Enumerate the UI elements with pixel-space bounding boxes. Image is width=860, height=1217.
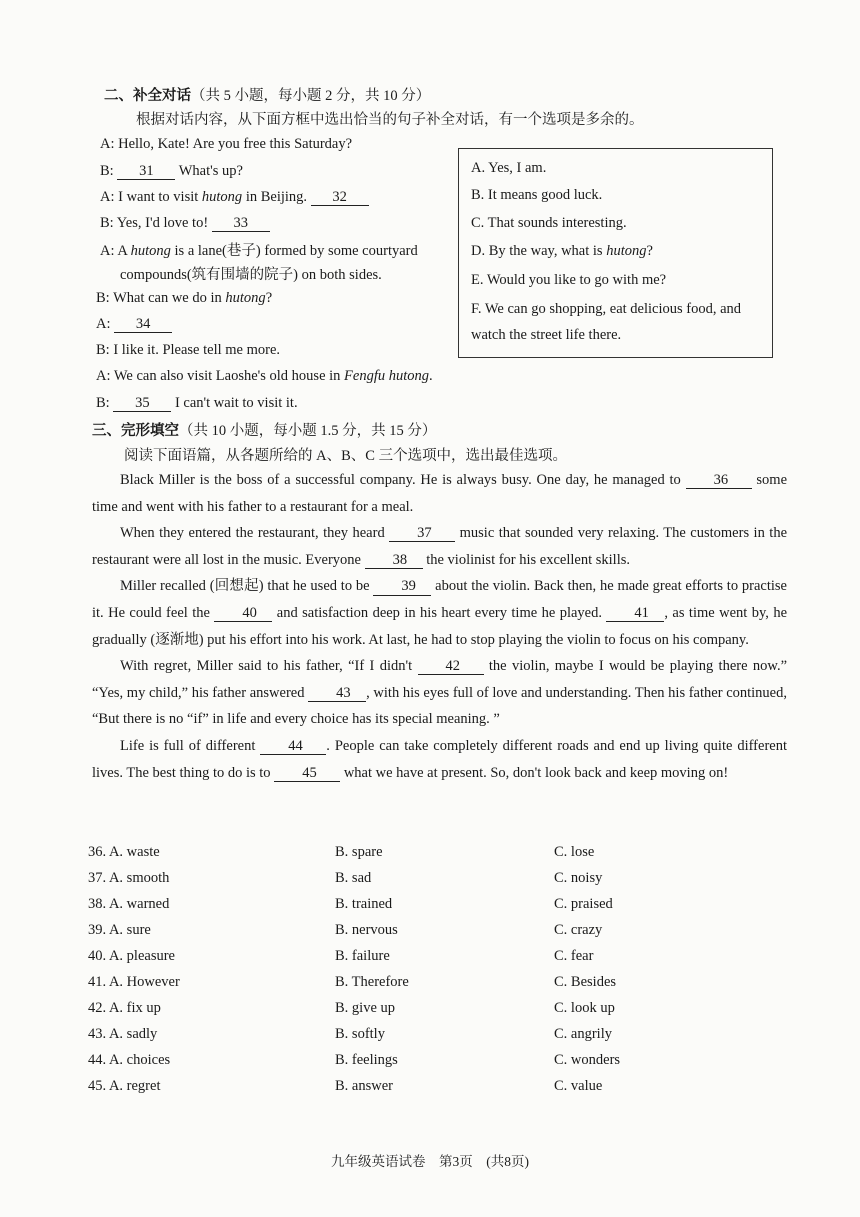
- option-b: B. It means good luck.: [471, 187, 603, 203]
- blank-45: 45: [274, 766, 340, 782]
- option-f-line2: watch the street life there.: [471, 327, 622, 343]
- blank-34: 34: [114, 317, 172, 333]
- dialogue-line-3: A: I want to visit hutong in Beijing. 32: [100, 189, 369, 206]
- dialogue-line-1: A: Hello, Kate! Are you free this Saturday?: [100, 136, 353, 152]
- passage-p4: With regret, Miller said to his father, “If I didn't 42 the violin, maybe I would be playing there now.” “Yes, my child,” his father answered 43 , with his eyes full of love and understanding. Then his father continued, “But there is no “if” in life and every choice has its special meaning. ”: [92, 658, 787, 728]
- dialogue-line-9: A: We can also visit Laoshe's old house in Fengfu hutong.: [96, 368, 433, 384]
- option-a: A. Yes, I am.: [471, 160, 547, 176]
- passage-p5: Life is full of different 44 . People can take completely different roads and end up living quite different lives. The best thing to do is to 45 what we have at present. So, don't look back and keep moving on!: [92, 737, 787, 781]
- section3-heading: [92, 419, 436, 440]
- section2-heading: [104, 84, 430, 105]
- dialogue-line-5a: A: A hutong is a lane(巷子) formed by some courtyard: [100, 243, 418, 259]
- dialogue-line-10: B: 35 I can't wait to visit it.: [96, 395, 298, 411]
- option-e: E. Would you like to go with me?: [471, 272, 667, 288]
- dialogue-line-6: B: What can we do in hutong?: [96, 290, 273, 306]
- section3-instruction: 阅读下面语篇，从各题所给的 A、B、C 三个选项中，选出最佳选项。: [124, 448, 568, 464]
- blank-37: 37: [389, 526, 455, 542]
- option-c: C. That sounds interesting.: [471, 215, 627, 231]
- section2-instruction: 根据对话内容，从下面方框中选出恰当的句子补全对话，有一个选项是多余的。: [136, 112, 644, 128]
- passage: [92, 467, 787, 786]
- blank-39: 39: [373, 579, 431, 595]
- blank-32: 32: [311, 190, 369, 206]
- blank-42: 42: [418, 659, 484, 675]
- blank-33: 33: [212, 216, 270, 232]
- blank-31: 31: [117, 164, 175, 180]
- page-footer: 九年级英语试卷 第3页 (共8页): [331, 1154, 529, 1169]
- blank-43: 43: [308, 686, 366, 702]
- passage-p1: Black Miller is the boss of a successful company. He is always busy. One day, he managed to 36 some time and went with his father to a restaurant for a meal.: [92, 472, 788, 515]
- option-f-line1: F. We can go shopping, eat delicious food, and: [471, 301, 742, 317]
- options-box: [458, 148, 773, 358]
- blank-41: 41: [606, 606, 664, 622]
- blank-35: 35: [113, 396, 171, 412]
- blank-44: 44: [260, 739, 326, 755]
- dialogue-line-7: A: 34: [96, 316, 172, 333]
- dialogue-line-8: B: I like it. Please tell me more.: [96, 342, 281, 358]
- option-d: D. By the way, what is hutong?: [471, 243, 653, 259]
- section3-note: （共 10 小题，每小题 1.5 分，共 15 分）: [179, 423, 437, 439]
- passage-p2: When they entered the restaurant, they heard 37 music that sounded very relaxing. The customers in the restaurant were all lost in the music. Everyone 38 the violinist for his excellent skills.: [92, 525, 788, 568]
- dialogue-line-4: B: Yes, I'd love to! 33: [100, 215, 270, 232]
- passage-p3: Miller recalled (回想起) that he used to be 39 about the violin. Back then, he made great efforts to practise it. He could feel the 40 and satisfaction deep in his heart every time he played. 41 , as time went by, he gradually (逐渐地) put his effort into his work. At last, he had to stop playing the violin to focus on his company.: [92, 578, 788, 648]
- section3-title: 三、完形填空: [92, 423, 179, 439]
- blank-38: 38: [365, 553, 423, 569]
- blank-36: 36: [686, 473, 752, 489]
- section2-note: （共 5 小题，每小题 2 分，共 10 分）: [191, 88, 431, 104]
- dialogue-line-5b: compounds(筑有围墙的院子) on both sides.: [120, 267, 382, 283]
- dialogue-line-2: B: 31 What's up?: [100, 163, 243, 179]
- section2-title: 二、补全对话: [104, 88, 191, 104]
- blank-40: 40: [214, 606, 272, 622]
